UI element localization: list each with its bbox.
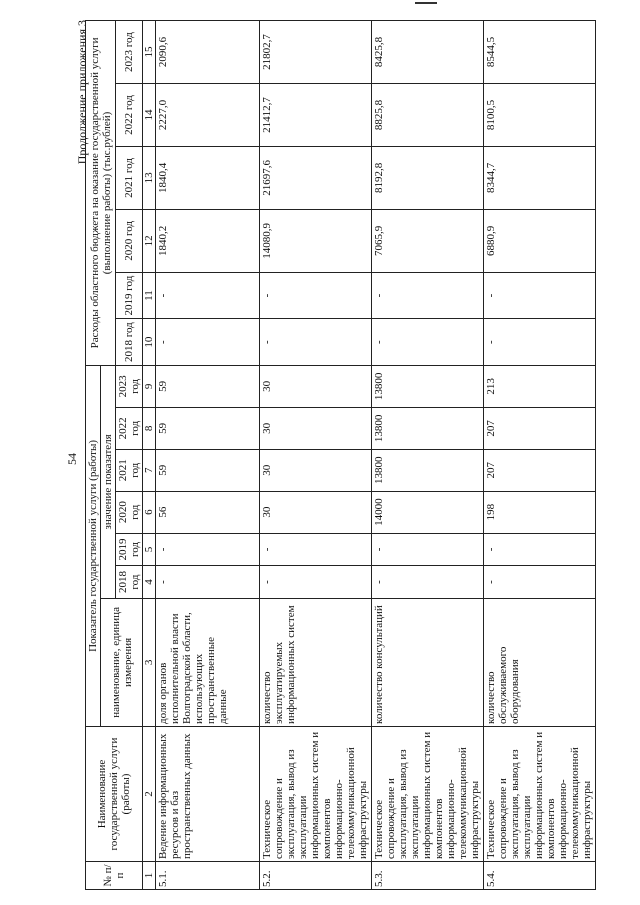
row-service-name: Техническое сопровождение и эксплуатация, вывод из эксплуатации информационных систем и компонентов информационно-телекоммуникационной инфраструктуры xyxy=(260,726,372,861)
rotated-table-container xyxy=(85,20,593,890)
row-service-name: Техническое сопровождение и эксплуатация, вывод из эксплуатации информационных систем и компонентов информационно-телекоммуникационной инфраструктуры xyxy=(484,726,596,861)
row-value: - xyxy=(372,533,484,566)
column-number: 9 xyxy=(143,365,156,407)
row-expense: 21697,6 xyxy=(260,146,372,209)
header-year: 2018 год xyxy=(116,319,143,366)
services-table xyxy=(85,20,596,890)
row-unit: количество обслуживаемого оборудования xyxy=(484,598,596,726)
row-expense: 1840,2 xyxy=(156,209,260,272)
row-service-name: Техническое сопровождение и эксплуатация, вывод из эксплуатации информационных систем и компонентов информационно-телекоммуникационной инфраструктуры xyxy=(372,726,484,861)
row-expense: 1840,4 xyxy=(156,146,260,209)
row-value: 59 xyxy=(156,449,260,491)
row-expense: 8825,8 xyxy=(372,84,484,147)
row-unit: количество эксплуатируемых информационных систем xyxy=(260,598,372,726)
row-num: 5.4. xyxy=(484,862,596,890)
table-row xyxy=(484,21,596,890)
row-expense: 8344,7 xyxy=(484,146,596,209)
column-number: 5 xyxy=(143,533,156,566)
row-expense: - xyxy=(260,319,372,366)
table-row xyxy=(260,21,372,890)
header-indicator-group: Показатель государственной услуги (работы) xyxy=(86,365,101,726)
row-unit: доля органов исполнительной власти Волгоградской области, использующих пространственные данные xyxy=(156,598,260,726)
row-value: 56 xyxy=(156,491,260,533)
row-expense: 6880,9 xyxy=(484,209,596,272)
row-value: 198 xyxy=(484,491,596,533)
row-value: - xyxy=(260,533,372,566)
row-value: 207 xyxy=(484,449,596,491)
column-number: 15 xyxy=(143,21,156,84)
row-value: 59 xyxy=(156,365,260,407)
page-number: 54 xyxy=(65,453,79,465)
header-num: № п/п xyxy=(86,862,143,890)
row-expense: - xyxy=(484,319,596,366)
row-value: - xyxy=(484,566,596,599)
row-value: - xyxy=(484,533,596,566)
row-num: 5.3. xyxy=(372,862,484,890)
row-value: 30 xyxy=(260,365,372,407)
row-num: 5.1. xyxy=(156,862,260,890)
header-indicator-values: значение показателя xyxy=(101,365,116,598)
header-service-name: Наименование государственной услуги (работы) xyxy=(86,726,143,861)
row-expense: - xyxy=(260,272,372,319)
row-value: 207 xyxy=(484,407,596,449)
header-year: 2018 год xyxy=(116,566,143,599)
row-value: 13800 xyxy=(372,365,484,407)
column-number: 2 xyxy=(143,726,156,861)
row-expense: 7065,9 xyxy=(372,209,484,272)
appendix-note: Продолжение приложения 3 xyxy=(75,20,89,165)
header-year: 2019 год xyxy=(116,533,143,566)
row-value: - xyxy=(156,533,260,566)
column-number: 6 xyxy=(143,491,156,533)
column-number: 10 xyxy=(143,319,156,366)
header-year: 2023 год xyxy=(116,21,143,84)
column-number-row xyxy=(143,21,156,890)
header-expenses: Расходы областного бюджета на оказание государственной услуги (выполнение работы) (тыс.рублей) xyxy=(86,21,116,366)
row-num: 5.2. xyxy=(260,862,372,890)
row-expense: 14080,9 xyxy=(260,209,372,272)
header-year: 2021 год xyxy=(116,146,143,209)
row-expense: 2227,0 xyxy=(156,84,260,147)
row-expense: 8544,5 xyxy=(484,21,596,84)
row-value: 213 xyxy=(484,365,596,407)
row-expense: - xyxy=(156,272,260,319)
column-number: 3 xyxy=(143,598,156,726)
row-expense: - xyxy=(484,272,596,319)
row-expense: - xyxy=(372,319,484,366)
header-year: 2019 год xyxy=(116,272,143,319)
table-row xyxy=(156,21,260,890)
table-row xyxy=(372,21,484,890)
header-unit: наименование, единица измерения xyxy=(101,598,143,726)
row-value: 59 xyxy=(156,407,260,449)
column-number: 14 xyxy=(143,84,156,147)
row-value: 13800 xyxy=(372,407,484,449)
row-value: 13800 xyxy=(372,449,484,491)
header-year: 2020 год xyxy=(116,209,143,272)
row-value: - xyxy=(156,566,260,599)
header-year: 2020 год xyxy=(116,491,143,533)
column-number: 8 xyxy=(143,407,156,449)
row-expense: 2090,6 xyxy=(156,21,260,84)
column-number: 4 xyxy=(143,566,156,599)
row-value: - xyxy=(260,566,372,599)
column-number: 7 xyxy=(143,449,156,491)
row-value: 30 xyxy=(260,407,372,449)
row-expense: 8192,8 xyxy=(372,146,484,209)
column-number: 13 xyxy=(143,146,156,209)
row-expense: 8425,8 xyxy=(372,21,484,84)
header-year: 2022 год xyxy=(116,84,143,147)
header-year: 2022 год xyxy=(116,407,143,449)
row-expense: - xyxy=(372,272,484,319)
column-number: 11 xyxy=(143,272,156,319)
row-expense: 8100,5 xyxy=(484,84,596,147)
row-expense: - xyxy=(156,319,260,366)
row-service-name: Ведение информационных ресурсов и баз пространственных данных xyxy=(156,726,260,861)
row-value: 30 xyxy=(260,491,372,533)
row-expense: 21412,7 xyxy=(260,84,372,147)
row-expense: 21802,7 xyxy=(260,21,372,84)
corner-mark xyxy=(415,2,437,4)
header-year: 2023 год xyxy=(116,365,143,407)
header-year: 2021 год xyxy=(116,449,143,491)
row-value: 30 xyxy=(260,449,372,491)
column-number: 12 xyxy=(143,209,156,272)
column-number: 1 xyxy=(143,862,156,890)
row-value: - xyxy=(372,566,484,599)
row-value: 14000 xyxy=(372,491,484,533)
row-unit: количество консультаций xyxy=(372,598,484,726)
